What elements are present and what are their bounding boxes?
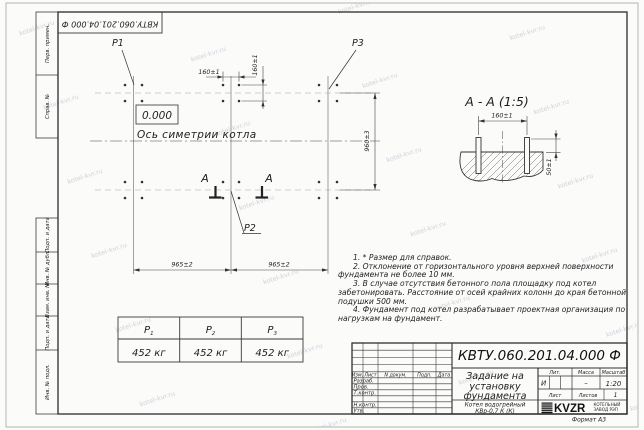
- bolt-right: [525, 138, 530, 174]
- dim-section-bolt-spacing: 160±1: [491, 112, 513, 120]
- margin-label: Справ. №: [45, 93, 51, 120]
- note-item: 2. Отклонение от горизонтального уровня верхней поверхности фундамента не более 10 мм.: [338, 261, 614, 280]
- header-listov: Листов: [578, 392, 598, 399]
- header-base: P: [144, 325, 151, 336]
- load-table-value: 452 кг: [193, 348, 228, 359]
- margin-label: Инв. № дубл.: [45, 250, 51, 286]
- doc-title-line: установку: [469, 381, 521, 393]
- col-header-doc: N докум.: [384, 373, 407, 379]
- margin-label: Инв. № подл.: [45, 364, 51, 400]
- header-sub: 3: [273, 330, 277, 337]
- value-masshtab: 1:20: [605, 379, 622, 388]
- load-table-value: 452 кг: [255, 348, 289, 359]
- load-label-p1: P1: [112, 38, 124, 49]
- top-stamp-number: КВТУ.060.201.04.000 Ф: [61, 19, 159, 29]
- symmetry-axis-label: Ось симетрии котла: [137, 129, 257, 141]
- logo-text: KVZR: [554, 402, 586, 415]
- section-mark-right: А: [265, 172, 273, 185]
- dim-row-spacing: 960±3: [364, 130, 371, 152]
- row-prov: Пров.: [353, 384, 369, 391]
- header-sub: 1: [150, 330, 154, 337]
- section-mark-left: А: [201, 172, 209, 185]
- bolt-left: [476, 138, 481, 174]
- notes: [338, 254, 634, 324]
- header-lit: Лит.: [549, 369, 561, 376]
- note-item: 4. Фундамент под котел разрабатывает проектная организация по нагрузкам на фундамент.: [338, 305, 626, 323]
- load-label-p2: P2: [244, 223, 256, 234]
- elevation-value: 0.000: [141, 110, 173, 122]
- header-masshtab: Масштаб: [601, 369, 626, 376]
- dim-col-spacing-right: 965±2: [268, 261, 290, 269]
- logo-sub-line: ЗАВОД РЭП: [593, 407, 618, 412]
- dim-bolt-spacing-x: 160±1: [198, 69, 220, 76]
- doc-title-line: фундамента: [463, 391, 527, 402]
- header-sub: 2: [211, 330, 216, 337]
- col-header-podp: Подп.: [417, 373, 432, 379]
- doc-number: КВТУ.060.201.04.000 Ф: [458, 348, 621, 364]
- margin-label: Перв. примен.: [45, 24, 51, 63]
- product-line: Котел водогрейный: [464, 402, 526, 409]
- header-massa: Масса: [578, 369, 594, 376]
- col-header-list: Лист: [364, 373, 377, 379]
- dim-section-bolt-height: 50±1: [546, 158, 553, 176]
- row-utv: Утв.: [353, 408, 365, 415]
- margin-label: Взам. инв. №: [45, 282, 51, 318]
- value-lit: И: [540, 379, 547, 388]
- dim-bolt-spacing-y: 160±1: [252, 54, 259, 76]
- doc-title-line: Задание на: [466, 371, 524, 382]
- load-table-value: 452 кг: [132, 348, 166, 359]
- value-listov: 1: [613, 392, 618, 399]
- col-header-izm: Изм.: [351, 373, 364, 379]
- note-item: 3. В случае отсутствия бетонного пола площадку под котел забетонировать. Расстояние от осей крайних колонн до края бетонной подушки 500 мм.: [338, 279, 627, 306]
- row-nkontr: Н.контр.: [353, 402, 377, 409]
- margin-label: Подп. и дата: [45, 315, 51, 351]
- format-label: Формат А3: [571, 416, 607, 424]
- section-title: А - А (1:5): [465, 94, 529, 109]
- header-base: P: [205, 325, 212, 336]
- row-razrab: Разраб.: [353, 378, 374, 385]
- margin-label: Подп. и дата: [45, 217, 51, 253]
- row-tkontr: Т.контр.: [353, 390, 376, 397]
- header-list2: Лист: [548, 392, 562, 399]
- product-line: КВр-0,7 К (К): [475, 408, 515, 415]
- header-base: P: [267, 325, 274, 336]
- value-massa: –: [584, 379, 588, 387]
- dim-col-spacing-left: 965±2: [171, 261, 193, 269]
- logo-sub-line: КОТЕЛЬНЫЙ: [593, 402, 621, 407]
- note-item: 1. * Размер для справок.: [353, 253, 452, 262]
- load-label-p3: P3: [352, 38, 364, 49]
- col-header-data: Дата: [437, 373, 451, 379]
